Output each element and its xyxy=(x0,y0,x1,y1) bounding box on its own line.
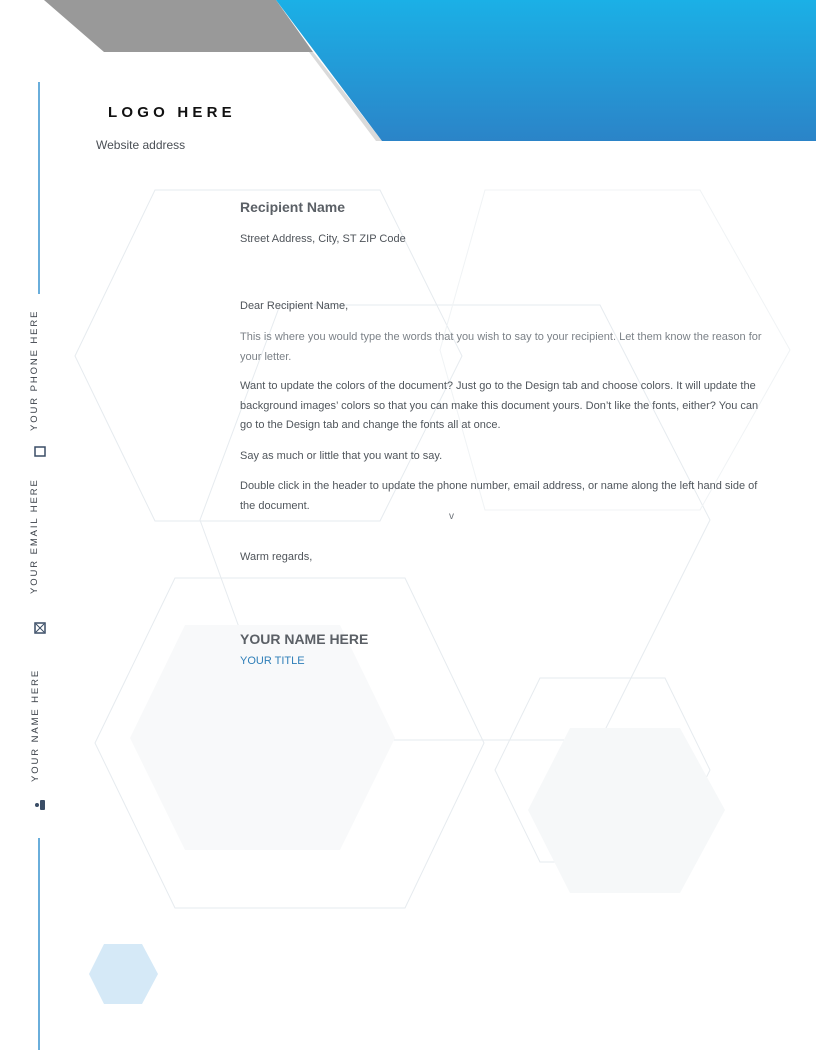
closing: Warm regards, xyxy=(240,551,313,563)
text-caret: v xyxy=(449,511,454,522)
sender-title: YOUR TITLE xyxy=(240,655,305,667)
envelope-icon xyxy=(34,622,46,634)
website-address: Website address xyxy=(96,138,186,152)
recipient-name: Recipient Name xyxy=(240,199,346,215)
greeting: Dear Recipient Name, xyxy=(240,300,349,312)
header-blue-band xyxy=(276,0,816,141)
recipient-address: Street Address, City, ST ZIP Code xyxy=(240,233,406,245)
person-icon xyxy=(34,799,46,811)
logo: LOGO HERE xyxy=(108,104,236,121)
body-paragraph: Want to update the colors of the document? Just go to the Design tab and choose colors. It will update the background images’ colors so that you can make this document yours. Don’t like the fonts, either? You can go to the Design tab and change the fonts all at once. xyxy=(240,380,759,431)
phone-icon xyxy=(34,446,46,457)
body-paragraph: Say as much or little that you want to say. xyxy=(240,450,443,462)
header-gray-band xyxy=(44,0,313,52)
sender-name: YOUR NAME HERE xyxy=(240,631,369,647)
body-paragraph: Double click in the header to update the phone number, email address, or name along the left hand side of the document. xyxy=(240,480,758,512)
decor-hexagon xyxy=(89,944,158,1004)
body-paragraph: This is where you would type the words that you wish to say to your recipient. Let them know the reason for your letter. xyxy=(240,331,762,363)
